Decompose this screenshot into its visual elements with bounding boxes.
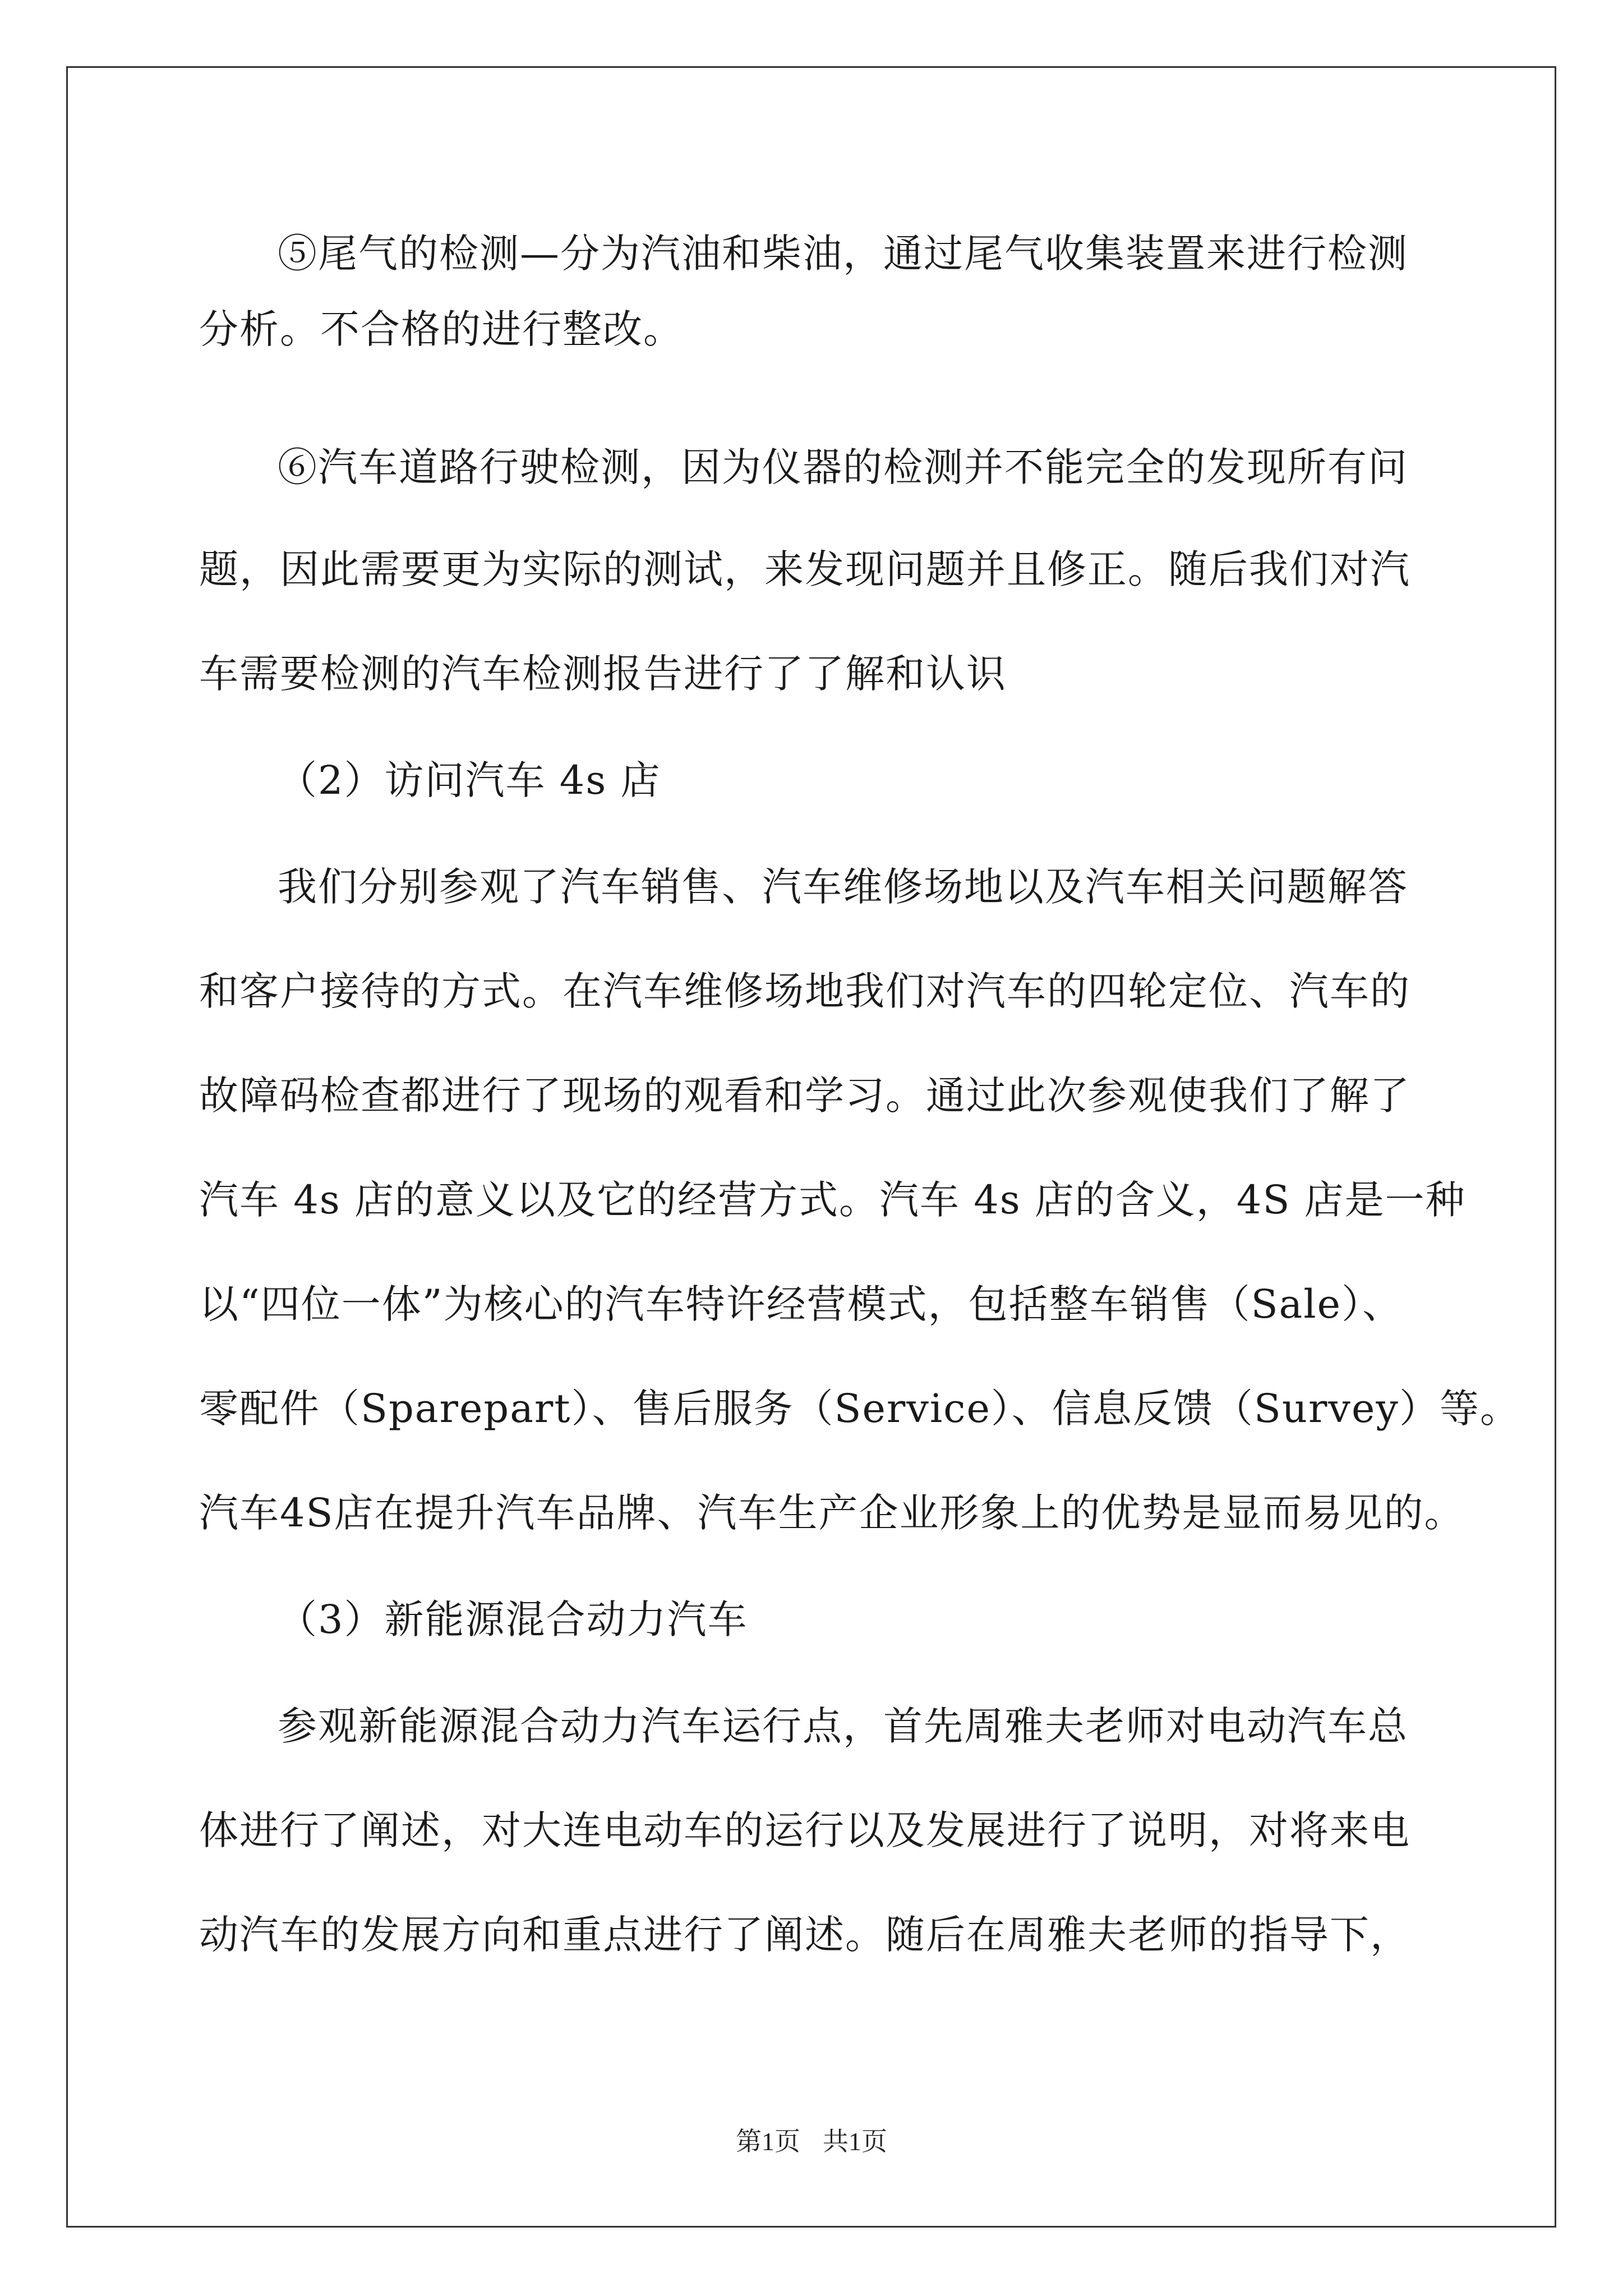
paragraph-line: 汽车 4s 店的意义以及它的经营方式。汽车 4s 店的含义，4S 店是一种: [199, 1177, 1466, 1223]
paragraph-line: 题，因此需要更为实际的测试，来发现问题并且修正。随后我们对汽: [199, 546, 1410, 592]
paragraph-line: 汽车4S店在提升汽车品牌、汽车生产企业形象上的优势是显而易见的。: [199, 1490, 1465, 1536]
page-footer: [0, 2125, 1623, 2159]
section-heading: （2）访问汽车 4s 店: [278, 757, 661, 803]
paragraph-line: 故障码检查都进行了现场的观看和学习。通过此次参观使我们了解了: [199, 1073, 1410, 1119]
paragraph-line: ⑤尾气的检测—分为汽油和柴油，通过尾气收集装置来进行检测: [278, 231, 1408, 277]
paragraph-line: 车需要检测的汽车检测报告进行了了解和认识: [199, 651, 1007, 697]
page-total: 共1页: [823, 2127, 887, 2156]
paragraph-line: 零配件（Sparepart）、售后服务（Service）、信息反馈（Survey）等。: [199, 1386, 1520, 1432]
paragraph-line: 动汽车的发展方向和重点进行了阐述。随后在周雅夫老师的指导下，: [199, 1912, 1410, 1958]
paragraph-line: 分析。不合格的进行整改。: [199, 306, 684, 352]
page-border: [66, 66, 1556, 2228]
paragraph-line: 体进行了阐述，对大连电动车的运行以及发展进行了说明，对将来电: [199, 1807, 1410, 1853]
paragraph-line: ⑥汽车道路行驶检测，因为仪器的检测并不能完全的发现所有问: [278, 444, 1408, 490]
section-heading: （3）新能源混合动力汽车: [278, 1596, 748, 1642]
paragraph-line: 参观新能源混合动力汽车运行点，首先周雅夫老师对电动汽车总: [278, 1703, 1408, 1749]
paragraph-line: 以“四位一体”为核心的汽车特许经营模式，包括整车销售（Sale）、: [199, 1281, 1403, 1327]
paragraph-line: 和客户接待的方式。在汽车维修场地我们对汽车的四轮定位、汽车的: [199, 968, 1410, 1014]
paragraph-line: 我们分别参观了汽车销售、汽车维修场地以及汽车相关问题解答: [278, 864, 1408, 910]
page-number: 第1页: [736, 2127, 800, 2156]
